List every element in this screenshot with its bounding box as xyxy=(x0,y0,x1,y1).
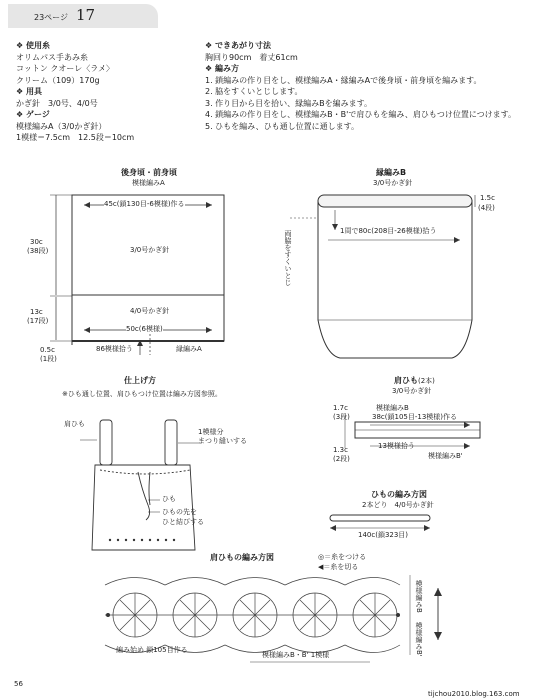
strap-chain: 38c(鎖105目-13模様)作る xyxy=(372,413,458,421)
method-title: ❖ 編み方 xyxy=(205,64,239,73)
strap-title-text: 肩ひも xyxy=(394,376,418,385)
gauge-title: ❖ ゲージ xyxy=(16,110,50,119)
finishing-note: ※ひも通し位置、肩ひもつけ位置は編み方図参照。 xyxy=(62,390,222,398)
strap-chart-bottom: 模様編みB・B' 1模様 xyxy=(262,651,330,659)
method-step: 2. 脇をすくいとじします。 xyxy=(205,87,303,96)
finished-title: ❖ できあがり寸法 xyxy=(205,41,271,50)
footer-page-number: 56 xyxy=(14,680,23,688)
body-edge-height: 0.5c xyxy=(40,346,55,354)
strap-chart-start: 編み始め 鎖105目作る xyxy=(116,646,188,654)
edge-b-needle: 3/0号かぎ針 xyxy=(373,179,413,187)
strap-chart-legend2: ◀＝糸を切る xyxy=(318,563,359,571)
edge-b-side-note: 両脇をすくいとじ xyxy=(284,230,292,286)
page-label: 23ページ xyxy=(34,13,69,22)
body-needle-lower: 4/0号かぎ針 xyxy=(130,307,170,315)
strap-pattern-b2: 模様編みB' xyxy=(428,452,463,460)
finished-line: 胸回り90cm 着丈61cm xyxy=(205,52,298,62)
finishing-attach2: まつり縫いする xyxy=(198,437,247,445)
strap-h2: 1.3c xyxy=(333,446,348,454)
body-needle-upper: 3/0号かぎ針 xyxy=(130,246,170,254)
finishing-tie2: ひと結びする xyxy=(162,518,204,526)
strap-chart-title: 肩ひもの編み方図 xyxy=(210,553,274,562)
finished-tote-sketch xyxy=(80,420,200,550)
edge-b-title: 縁編みB xyxy=(376,168,407,177)
method-step: 5. ひもを編み、ひも通し位置に通します。 xyxy=(205,121,360,131)
finishing-title: 仕上げ方 xyxy=(124,376,156,385)
finishing-attach1: 1模様分 xyxy=(198,428,224,436)
body-height-lower-rows: (17段) xyxy=(27,317,49,325)
legend1-text: ＝糸をつける xyxy=(324,553,367,561)
tools-line: かぎ針 3/0号、4/0号 xyxy=(16,98,98,108)
tools-title: ❖ 用具 xyxy=(16,87,42,96)
strap-needle: 3/0号かぎ針 xyxy=(392,387,432,395)
body-diagram-title: 後身頃・前身頃 xyxy=(121,168,177,177)
tote-hem-marks xyxy=(109,539,175,541)
strap-title xyxy=(394,376,435,386)
body-height-upper-rows: (38段) xyxy=(27,247,49,255)
edge-b-around: 1周で80c(208目-26模様)拾う xyxy=(340,227,437,235)
body-top-width: 45c(鎖130目-6模様)作る xyxy=(104,200,185,208)
body-height-lower: 13c xyxy=(30,308,43,316)
cord-diagram xyxy=(330,515,430,528)
yarn-line: コットン クオーレ〈ラメ〉 xyxy=(16,64,114,73)
body-pickup: 86模様拾う xyxy=(96,345,133,353)
page-number: 17 xyxy=(76,6,96,24)
finishing-cord-label: ひも xyxy=(162,495,176,503)
cord-length: 140c(鎖323目) xyxy=(358,531,409,539)
body-bottom-width: 50c(6模様) xyxy=(126,325,163,333)
edge-b-height: 1.5c xyxy=(480,194,495,202)
body-edge-rows: (1段) xyxy=(40,355,57,363)
strap-h1: 1.7c xyxy=(333,404,348,412)
finishing-tie1: ひもの先を xyxy=(162,508,197,516)
edge-b-panel xyxy=(290,195,475,358)
method-step: 4. 鎖編みの作り目をし、模様編みB・B'で肩ひもを編み、肩ひもつけ位置につけます。 xyxy=(205,110,517,119)
method-step: 3. 作り目から目を拾い、縁編みBを編みます。 xyxy=(205,98,373,108)
strap-count: (2本) xyxy=(418,377,435,385)
finishing-strap-label: 肩ひも xyxy=(64,420,85,428)
strap-chart-right-b2: 模様編みB' xyxy=(415,622,423,657)
yarn-title: ❖ 使用糸 xyxy=(16,41,50,50)
strap-pickup: 13模様拾う xyxy=(378,442,415,450)
method-step: 1. 鎖編みの作り目をし、模様編みA・縁編みAで後身頃・前身頃を編みます。 xyxy=(205,75,482,85)
strap-h1-rows: (3段) xyxy=(333,413,350,421)
body-edging: 縁編みA xyxy=(176,345,202,353)
yarn-line: オリムパス手あみ糸 xyxy=(16,52,88,62)
strap-h2-rows: (2段) xyxy=(333,455,350,463)
footer-credit: tijchou2010.blog.163.com xyxy=(428,690,520,698)
cord-title: ひもの編み方図 xyxy=(371,490,427,499)
gauge-line: 1模様＝7.5cm 12.5段＝10cm xyxy=(16,133,135,142)
body-diagram-subtitle: 模様編みA xyxy=(132,179,165,187)
yarn-line: クリーム（109）170g xyxy=(16,75,100,85)
cord-sub: 2本どり 4/0号かぎ針 xyxy=(362,501,434,509)
strap-chart-right-b: 模様編みB xyxy=(415,580,423,613)
gauge-line: 模様編みA（3/0かぎ針） xyxy=(16,121,107,131)
strap-chart-legend1: ◎＝糸をつける xyxy=(318,553,367,561)
legend2-text: ＝糸を切る xyxy=(323,563,359,571)
edge-b-height-rows: (4段) xyxy=(478,204,495,212)
strap-pattern-b: 模様編みB xyxy=(376,404,409,412)
body-height-upper: 30c xyxy=(30,238,43,246)
